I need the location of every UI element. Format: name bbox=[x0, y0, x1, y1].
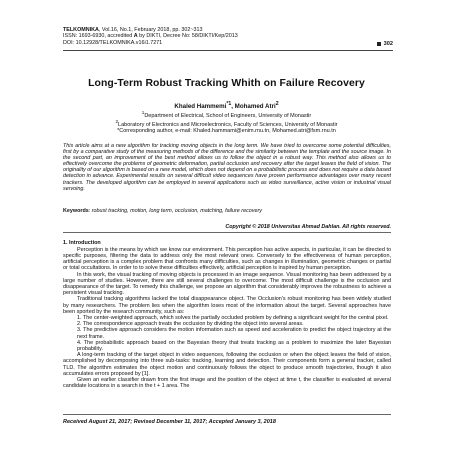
author-1-mark: *1 bbox=[226, 101, 232, 107]
accreditation-grade: A bbox=[133, 33, 138, 40]
journal-header bbox=[63, 27, 393, 46]
abstract-text: This article aims at a new algorithm for tracking moving objects in the long term. We have tried to overcome some potential difficulties, first by a comparative study of the measuring methods of the difference and the similarity between the template and the source image. In the second part, an improvement of the best method allows us to follow the object in a robust way. This method also allows us to effectively overcome the problems of geometric deformation, partial occlusion and recovery after the target leaves the field of vision. The originality of our algorithm is based on a new model, which does not depend on a probabilistic process and does not require a data based detection in advance. Experimental results on several difficult video sequences have proven performance advantages over many recent trackers. The developed algorithm can be employed in several applications such as video surveillance, active vision or industrial visual servoing. bbox=[63, 143, 391, 192]
footer-divider bbox=[63, 414, 391, 415]
submission-dates: Received August 21, 2017; Revised December 11, 2017; Accepted January 3, 2018 bbox=[63, 419, 276, 425]
affiliation-2-mark: 2 bbox=[115, 119, 119, 125]
header-divider bbox=[63, 50, 393, 51]
copyright-year: Copyright © 2018 bbox=[225, 224, 270, 230]
list-item: 1. The center-weighted approach, which solves the partially occluded problem by defining a significant weight for the central pixel. bbox=[77, 314, 389, 321]
decree-text: by DIKTI, Decree No: 58/DIKTI/Kep/2013 bbox=[137, 33, 238, 40]
page-number-text: 302 bbox=[383, 41, 393, 47]
copyright-holder: Universitas Ahmad Dahlan. All rights reserved. bbox=[269, 224, 391, 230]
list-item: 2. The correspondence approach treats the occlusion by dividing the object into several areas. bbox=[77, 321, 304, 328]
affiliation-2 bbox=[50, 119, 403, 128]
corresponding-author-text: *Corresponding author, e-mail: Khaled.hammami@enim.rnu.tn, Mohamed.atri@fsm.rnu.tn bbox=[117, 128, 336, 135]
keywords-label: Keywords bbox=[63, 208, 89, 214]
affiliation-2-text: Laboratory of Electronics and Microelectronics, Faculty of Sciences, University of Monastir bbox=[118, 121, 338, 128]
journal-volume: , Vol.16, No.1, February 2018, pp. 302~313 bbox=[98, 27, 203, 33]
paper-title: Long-Term Robust Tracking Whith on Failure Recovery bbox=[88, 78, 365, 89]
abstract bbox=[63, 143, 391, 192]
affiliation-1 bbox=[50, 110, 403, 119]
copyright-notice bbox=[225, 224, 391, 230]
author-2: , Mohamed Atri bbox=[231, 103, 276, 111]
issn-text: ISSN: 1693-6930, accredited bbox=[63, 33, 134, 40]
introduction-section bbox=[63, 240, 391, 389]
list-item: 3. The predictive approach considers the motion information such as speed and acceleration to predict the object trajectory at the next frame. bbox=[77, 327, 391, 340]
journal-name: TELKOMNIKA bbox=[63, 27, 99, 33]
author-1: Khaled Hammemi bbox=[174, 103, 227, 111]
section-heading: 1. Introduction bbox=[63, 240, 101, 246]
corresponding-author bbox=[50, 128, 403, 134]
affiliations bbox=[50, 110, 403, 135]
paragraph: Perception is the means by which we know our environment. This perception has active aspects, in particular, it can be directed to specific purposes, filtering the data to address only the most relevant ones. Conversely to the effectiveness of human perception, artificial perception is a complex problem that confronts many difficulties, such as changes in illumination, geometric changes or partial or total occultations. In order to to solve these difficulties effectively, artificial perception is inspired by human perception. bbox=[63, 246, 391, 272]
paragraph: In this work, the visual tracking of moving objects is processed in an image sequence. Visual monitoring has been addressed by a large number of studies. However, there are still several challenges to overcome. The most difficult challenge is the occlusion and disappearance of the target. To remedy this challenge, we propose an algorithm that considerably improves the robustness to achieve a persistent visual tracking. bbox=[63, 271, 391, 297]
square-bullet-icon bbox=[377, 42, 381, 46]
affiliation-1-text: Department of Electrical, School of Engineers, University of Monastir bbox=[144, 112, 312, 119]
keywords-text: : robust tracking, motion, long term, occlusion, matching, failure recovery bbox=[88, 208, 262, 214]
author-2-mark: 2 bbox=[275, 101, 279, 107]
paragraph: Traditional tracking algorithms lacked the total disappearance object. The Occlusion's robust monitoring has been widely studied by many researchers. The problem lies when the algorithm loses most of the information about the target. Several approaches have been sported by the research community, such as: bbox=[63, 296, 391, 315]
affiliation-1-mark: 1 bbox=[141, 110, 145, 115]
paragraph: Given an earlier classifier drawn from the first image and the position of the object at time t, the classifier is evaluated at several candidate locations in a search in the t + 1 area. The bbox=[63, 376, 391, 390]
paragraph: A long-term tracking of the target object in video sequences, following the occlusion or when the object leaves the field of vision, accomplished by decomposing into three sub-tasks: tracking, learning and detection. Their components form a general tracker, called TLD. The algorithm estimates the object motion and continuously follows the object to produce smooth trajectories, though it also accumulates errors proposed by [1]. bbox=[63, 352, 391, 377]
abstract-divider bbox=[63, 232, 391, 233]
author-list bbox=[50, 101, 403, 110]
list-item: 4. The probabilistic approach based on the Bayesian theory that treats tracking as a problem to maximize the later Bayesian probability. bbox=[77, 339, 391, 352]
page-number bbox=[377, 41, 393, 47]
keywords bbox=[63, 208, 391, 214]
doi-line: DOI: 10.12928/TELKOMNIKA.v16i1.7271 bbox=[63, 39, 163, 46]
